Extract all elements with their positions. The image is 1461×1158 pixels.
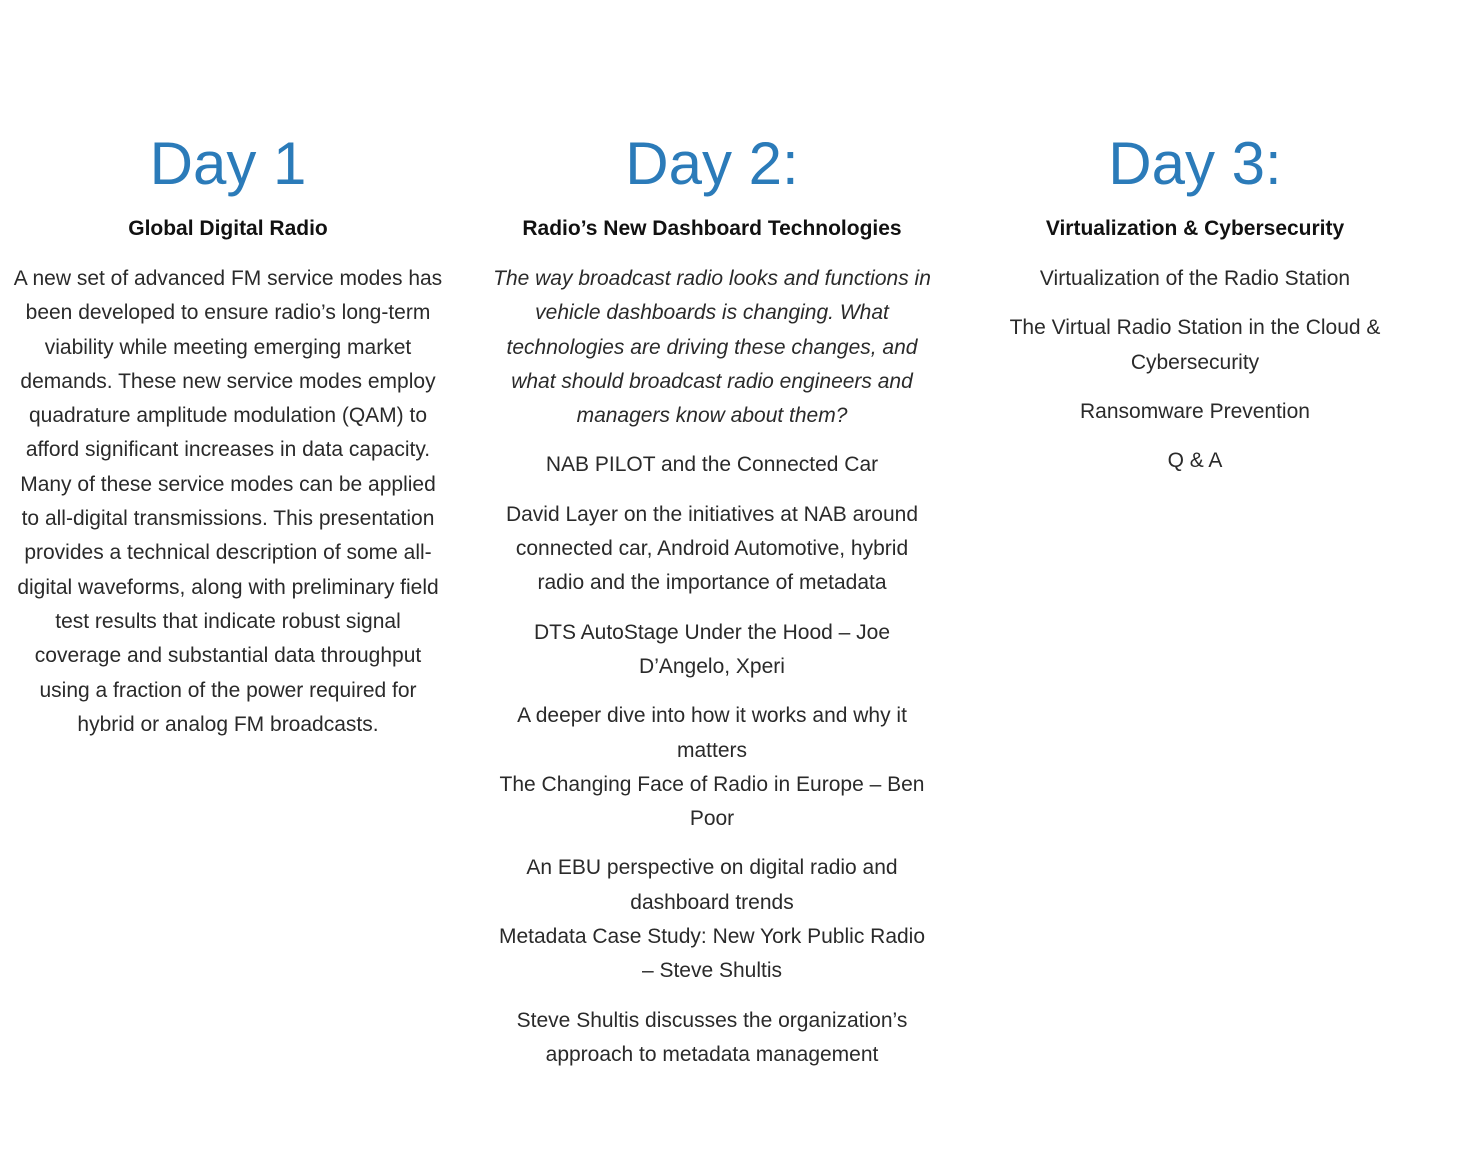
day-2-item-deeper-dive: A deeper dive into how it works and why it matters	[517, 704, 907, 762]
day-1-description: A new set of advanced FM service modes has been developed to ensure radio’s long-term viability while meeting emerging market demands. These new service modes employ quadrature amplitude modulation (QAM) to afford significant increases in data capacity. Many of these service modes can be applied to all-digital transmissions. This presentation provides a technical description of some all-digital waveforms, along with preliminary field test results that indicate robust signal coverage and substantial data throughput using a fraction of the power required for hybrid or analog FM broadcasts.	[13, 267, 443, 736]
day-1-subtitle: Global Digital Radio	[128, 217, 328, 240]
day-2-item-changing-face: The Changing Face of Radio in Europe – Ben Poor	[499, 772, 925, 831]
day-1-column	[10, 128, 446, 757]
day-3-item-qa: Q & A	[1167, 449, 1223, 473]
day-1-title: Day 1	[149, 130, 307, 197]
day-2-item-metadata-case-study: Metadata Case Study: New York Public Radio – Steve Shultis	[498, 925, 926, 983]
day-3-item-virtualization: Virtualization of the Radio Station	[1039, 267, 1351, 290]
day-2-item-ebu-perspective: An EBU perspective on digital radio and dashboard trends	[526, 856, 898, 914]
day-2-column	[492, 128, 932, 1087]
day-2-title: Day 2:	[625, 130, 799, 197]
day-3-title: Day 3:	[1108, 130, 1282, 197]
day-2-subtitle: Radio’s New Dashboard Technologies	[522, 217, 902, 240]
day-3-item-cloud-cybersecurity: The Virtual Radio Station in the Cloud & Cybersecurity	[1009, 316, 1381, 374]
day-2-item-nab-pilot: NAB PILOT and the Connected Car	[545, 453, 879, 477]
day-3-item-ransomware: Ransomware Prevention	[1080, 399, 1310, 423]
day-3-column	[985, 128, 1405, 493]
day-2-item-dts-autostage: DTS AutoStage Under the Hood – Joe D’Angelo, Xperi	[533, 620, 891, 678]
day-3-subtitle: Virtualization & Cybersecurity	[1045, 217, 1345, 240]
day-2-intro: The way broadcast radio looks and functions in vehicle dashboards is changing. What technologies are driving these changes, and what should broadcast radio engineers and managers know about them?	[493, 267, 931, 428]
day-2-item-david-layer: David Layer on the initiatives at NAB around connected car, Android Automotive, hybrid radio and the importance of metadata	[505, 502, 919, 595]
day-2-item-steve-shultis: Steve Shultis discusses the organization’s approach to metadata management	[516, 1008, 908, 1066]
